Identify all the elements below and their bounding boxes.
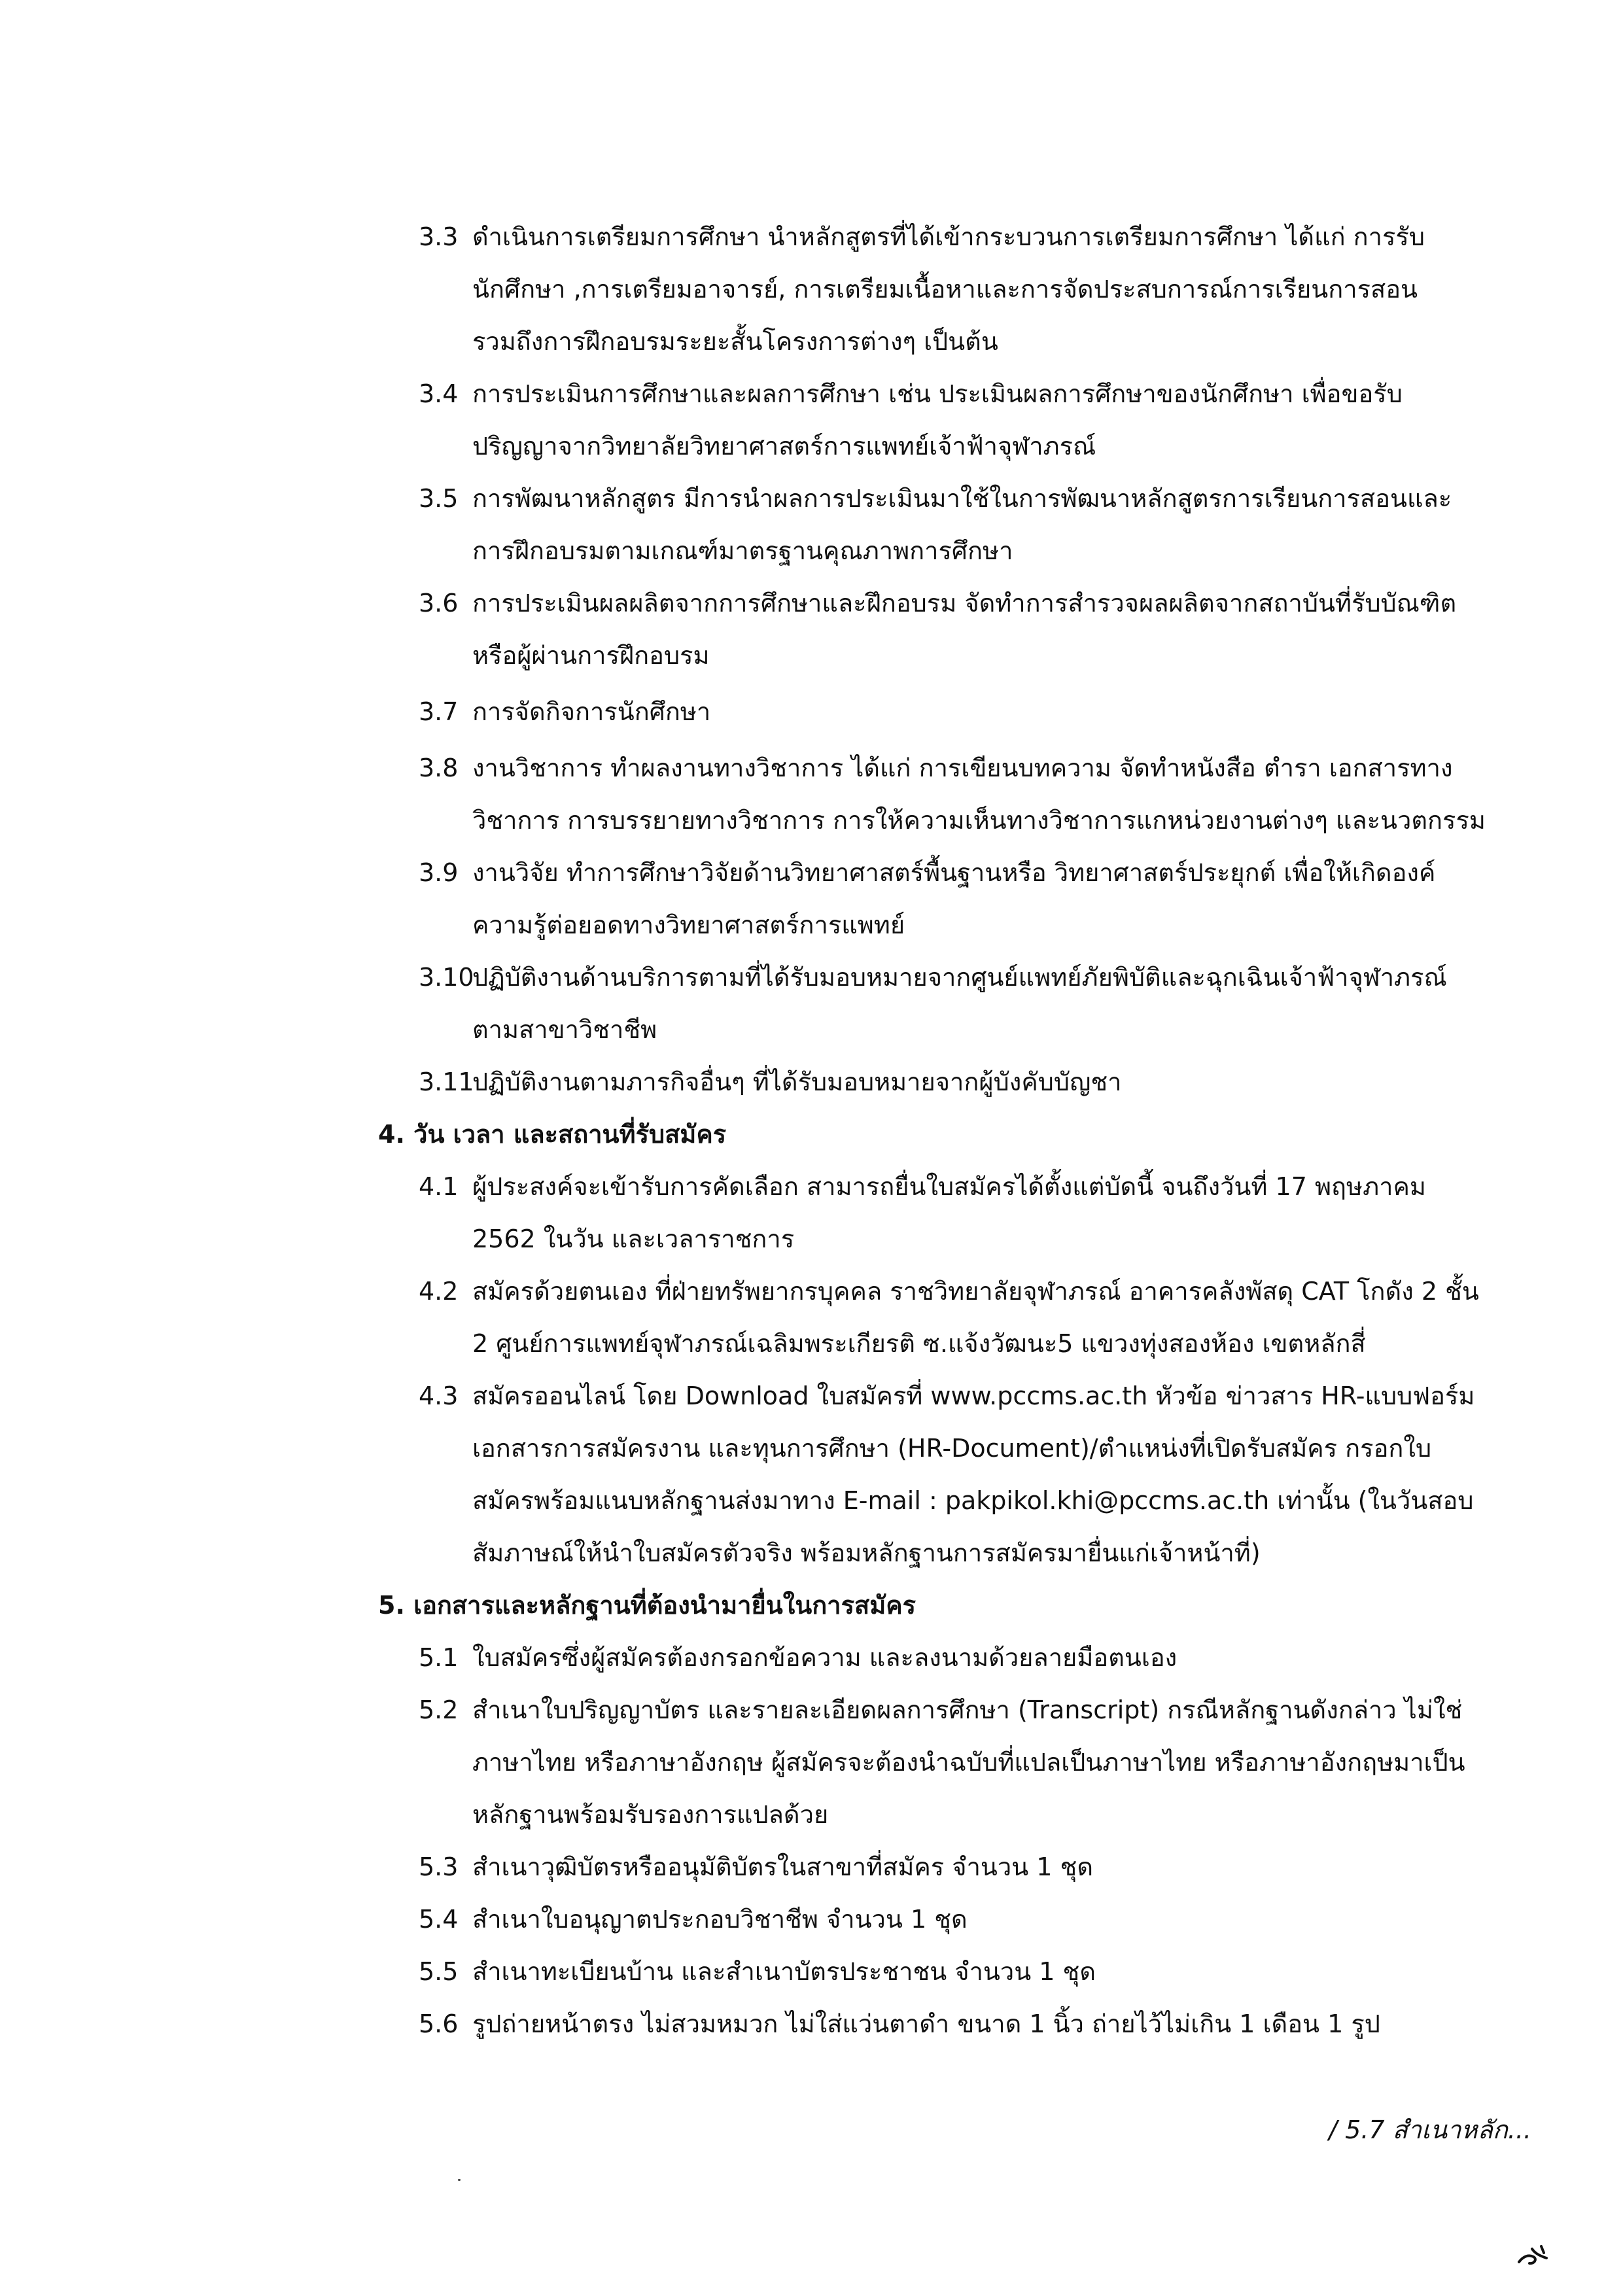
item-3-3-line-3: รวมถึงการฝึกอบรมระยะสั้นโครงการต่างๆ เป็นต้น [472, 327, 998, 356]
item-4-3-line-4: สัมภาษณ์ให้นำใบสมัครตัวจริง พร้อมหลักฐานการสมัครมายื่นแก่เจ้าหน้าที่) [472, 1539, 1261, 1567]
item-4-2-line-2: 2 ศูนย์การแพทย์จุฬาภรณ์เฉลิมพระเกียรติ ซ.แจ้งวัฒนะ5 แขวงทุ่งสองห้อง เขตหลักสี่ [472, 1329, 1366, 1358]
item-3-3-number: 3.3 [419, 222, 459, 251]
item-3-10-line-2: ตามสาขาวิชาชีพ [472, 1015, 657, 1044]
item-3-10-line-1: ปฏิบัติงานด้านบริการตามที่ได้รับมอบหมายจากศูนย์แพทย์ภัยพิบัติและฉุกเฉินเจ้าฟ้าจุฬาภรณ์ [472, 963, 1447, 992]
item-5-2-line-1: สำเนาใบปริญญาบัตร และรายละเอียดผลการศึกษา (Transcript) กรณีหลักฐานดังกล่าว ไม่ใช่ [472, 1696, 1463, 1724]
item-3-8-line-2: วิชาการ การบรรยายทางวิชาการ การให้ความเห็นทางวิชาการแกหน่วยงานต่างๆ และนวตกรรม [472, 806, 1486, 835]
item-3-8-line-1: งานวิชาการ ทำผลงานทางวิชาการ ได้แก่ การเขียนบทความ จัดทำหนังสือ ตำรา เอกสารทาง [472, 754, 1453, 782]
item-3-9-line-2: ความรู้ต่อยอดทางวิทยาศาสตร์การแพทย์ [472, 911, 905, 939]
scan-speck [458, 2179, 461, 2181]
item-3-11-line-1: ปฏิบัติงานตามภารกิจอื่นๆ ที่ได้รับมอบหมายจากผู้บังคับบัญชา [472, 1068, 1122, 1096]
item-4-1-line-2: 2562 ในวัน และเวลาราชการ [472, 1225, 795, 1253]
item-5-3-number: 5.3 [419, 1852, 459, 1881]
item-4-1-line-1: ผู้ประสงค์จะเข้ารับการคัดเลือก สามารถยื่นใบสมัครได้ตั้งแต่บัดนี้ จนถึงวันที่ 17 พฤษภาคม [472, 1172, 1426, 1201]
item-3-3-line-1: ดำเนินการเตรียมการศึกษา นำหลักสูตรที่ได้เข้ากระบวนการเตรียมการศึกษา ได้แก่ การรับ [472, 222, 1425, 251]
section-4-heading: 4. วัน เวลา และสถานที่รับสมัคร [378, 1120, 727, 1149]
item-4-2-number: 4.2 [419, 1277, 459, 1306]
item-4-3-line-2: เอกสารการสมัครงาน และทุนการศึกษา (HR-Document)/ตำแหน่งที่เปิดรับสมัคร กรอกใบ [472, 1434, 1432, 1463]
item-5-1-number: 5.1 [419, 1643, 459, 1672]
item-3-6-number: 3.6 [419, 589, 459, 617]
item-3-5-line-1: การพัฒนาหลักสูตร มีการนำผลการประเมินมาใช้ในการพัฒนาหลักสูตรการเรียนการสอนและ [472, 484, 1452, 513]
item-4-1-number: 4.1 [419, 1172, 459, 1201]
item-3-5-line-2: การฝึกอบรมตามเกณฑ์มาตรฐานคุณภาพการศึกษา [472, 536, 1013, 565]
item-5-6-line-1: รูปถ่ายหน้าตรง ไม่สวมหมวก ไม่ใส่แว่นตาดำ ขนาด 1 นิ้ว ถ่ายไว้ไม่เกิน 1 เดือน 1 รูป [472, 2009, 1380, 2038]
item-5-4-line-1: สำเนาใบอนุญาตประกอบวิชาชีพ จำนวน 1 ชุด [472, 1905, 968, 1934]
item-3-6-line-2: หรือผู้ผ่านการฝึกอบรม [472, 641, 710, 670]
item-4-3-line-3: สมัครพร้อมแนบหลักฐานส่งมาทาง E-mail : pakpikol.khi@pccms.ac.th เท่านั้น (ในวันสอบ [472, 1486, 1474, 1515]
item-3-8-number: 3.8 [419, 754, 459, 782]
continuation-note: / 5.7 สำเนาหลัก... [1329, 2115, 1531, 2144]
item-3-7-number: 3.7 [419, 697, 459, 726]
item-5-1-line-1: ใบสมัครซึ่งผู้สมัครต้องกรอกข้อความ และลงนามด้วยลายมือตนเอง [472, 1643, 1178, 1672]
item-5-2-line-3: หลักฐานพร้อมรับรองการแปลด้วย [472, 1800, 829, 1829]
item-3-7-line-1: การจัดกิจการนักศึกษา [472, 697, 711, 726]
section-5-heading: 5. เอกสารและหลักฐานที่ต้องนำมายื่นในการสมัคร [378, 1591, 916, 1620]
item-3-10-number: 3.10 [419, 963, 474, 992]
item-3-4-line-1: การประเมินการศึกษาและผลการศึกษา เช่น ประเมินผลการศึกษาของนักศึกษา เพื่อขอรับ [472, 379, 1403, 408]
initials-signature-icon [1515, 2242, 1552, 2269]
item-3-11-number: 3.11 [419, 1068, 474, 1096]
item-4-3-number: 4.3 [419, 1382, 459, 1410]
item-5-2-line-2: ภาษาไทย หรือภาษาอังกฤษ ผู้สมัครจะต้องนำฉบับที่แปลเป็นภาษาไทย หรือภาษาอังกฤษมาเป็น [472, 1748, 1465, 1777]
item-4-2-line-1: สมัครด้วยตนเอง ที่ฝ่ายทรัพยากรบุคคล ราชวิทยาลัยจุฬาภรณ์ อาคารคลังพัสดุ CAT โกดัง 2 ชั้น [472, 1277, 1479, 1306]
item-4-3-line-1: สมัครออนไลน์ โดย Download ใบสมัครที่ www.pccms.ac.th หัวข้อ ข่าวสาร HR-แบบฟอร์ม [472, 1382, 1475, 1410]
item-3-5-number: 3.5 [419, 484, 459, 513]
item-3-6-line-1: การประเมินผลผลิตจากการศึกษาและฝึกอบรม จัดทำการสำรวจผลผลิตจากสถาบันที่รับบัณฑิต [472, 589, 1457, 617]
item-5-6-number: 5.6 [419, 2009, 459, 2038]
item-5-5-line-1: สำเนาทะเบียนบ้าน และสำเนาบัตรประชาชน จำนวน 1 ชุด [472, 1957, 1096, 1986]
item-5-5-number: 5.5 [419, 1957, 459, 1986]
item-3-4-number: 3.4 [419, 379, 459, 408]
item-3-4-line-2: ปริญญาจากวิทยาลัยวิทยาศาสตร์การแพทย์เจ้าฟ้าจุฬาภรณ์ [472, 432, 1096, 461]
item-3-3-line-2: นักศึกษา ,การเตรียมอาจารย์, การเตรียมเนื้อหาและการจัดประสบการณ์การเรียนการสอน [472, 275, 1418, 304]
item-5-4-number: 5.4 [419, 1905, 459, 1934]
item-5-2-number: 5.2 [419, 1696, 459, 1724]
item-3-9-number: 3.9 [419, 858, 459, 887]
item-3-9-line-1: งานวิจัย ทำการศึกษาวิจัยด้านวิทยาศาสตร์พื้นฐานหรือ วิทยาศาสตร์ประยุกต์ เพื่อให้เกิดองค์ [472, 858, 1436, 887]
item-5-3-line-1: สำเนาวุฒิบัตรหรืออนุมัติบัตรในสาขาที่สมัคร จำนวน 1 ชุด [472, 1852, 1093, 1881]
